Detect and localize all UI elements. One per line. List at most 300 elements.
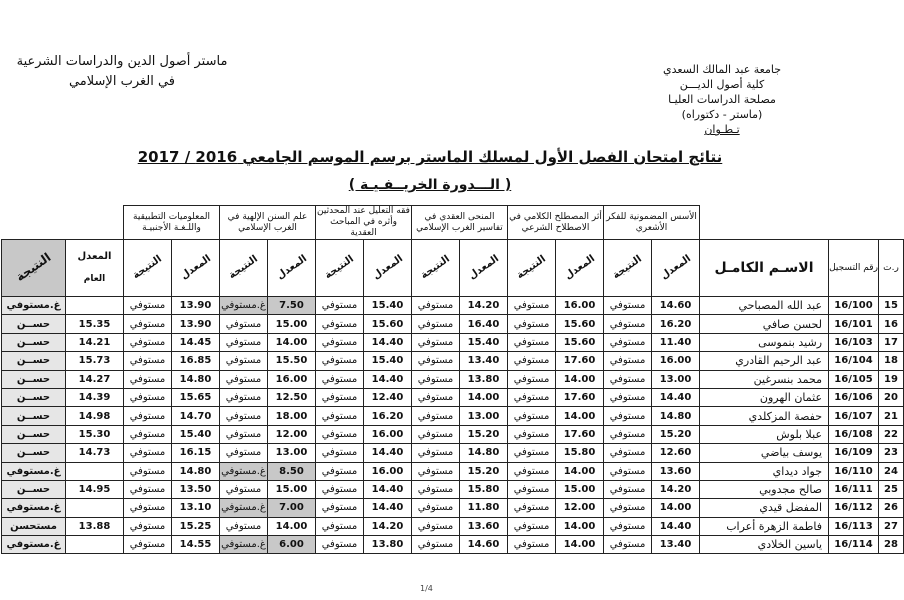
- module-result-cell: مستوفي: [412, 352, 460, 370]
- result-subheader-text: النتيجة: [418, 253, 453, 282]
- module-result-cell: مستوفي: [508, 352, 556, 370]
- module-result-cell: مستوفي: [124, 480, 172, 498]
- module-avg-cell: 16.00: [364, 462, 412, 480]
- module-result-cell: مستوفي: [316, 370, 364, 388]
- module-result-cell: مستوفي: [508, 462, 556, 480]
- module-avg-cell: 15.40: [364, 352, 412, 370]
- page-mark: 1/4: [420, 584, 433, 593]
- module-result-cell: مستوفي: [508, 480, 556, 498]
- module-result-cell: مستوفي: [124, 333, 172, 351]
- levels-label: (ماستر - دكتوراه): [681, 108, 763, 121]
- module-avg-cell: 15.40: [364, 297, 412, 315]
- module-avg-cell: 14.40: [364, 499, 412, 517]
- module-avg-cell: 14.00: [556, 407, 604, 425]
- module-result-cell: مستوفي: [124, 444, 172, 462]
- module-avg-cell: 14.20: [652, 480, 700, 498]
- program-line-2: في الغرب الإسلامي: [68, 74, 176, 89]
- result-subheader: [412, 240, 460, 297]
- reg-cell: 16/108: [829, 425, 879, 443]
- reg-cell: 16/109: [829, 444, 879, 462]
- name-cell: صالح مجدوبي: [700, 480, 829, 498]
- module-avg-cell: 12.60: [652, 444, 700, 462]
- result-subheader: [124, 240, 172, 297]
- avg-subheader: [268, 240, 316, 297]
- module-result-cell: مستوفي: [124, 517, 172, 535]
- module-result-cell: مستوفي: [220, 444, 268, 462]
- avg-subheader: [364, 240, 412, 297]
- module-result-cell: مستوفي: [316, 536, 364, 554]
- module-result-cell: غ.مستوفي: [220, 536, 268, 554]
- module-result-cell: مستوفي: [316, 462, 364, 480]
- module-avg-cell: 16.40: [460, 315, 508, 333]
- module-header-3: المنحى العقدي في تفاسير الغرب الإسلامي: [412, 206, 508, 240]
- final-result-cell: غ.مستوفي: [2, 536, 66, 554]
- module-avg-cell: 15.80: [556, 444, 604, 462]
- module-avg-cell: 14.00: [268, 333, 316, 351]
- overall-avg-cell: 14.98: [66, 407, 124, 425]
- reg-cell: 16/107: [829, 407, 879, 425]
- rank-cell: 24: [879, 462, 904, 480]
- overall-avg-header: [66, 240, 124, 297]
- rank-cell: 17: [879, 333, 904, 351]
- module-result-cell: مستوفي: [412, 462, 460, 480]
- final-result-cell: حســن: [2, 352, 66, 370]
- module-avg-cell: 13.60: [652, 462, 700, 480]
- overall-avg-cell: [66, 499, 124, 517]
- module-avg-cell: 14.55: [172, 536, 220, 554]
- rank-cell: 19: [879, 370, 904, 388]
- reg-cell: 16/110: [829, 462, 879, 480]
- module-avg-cell: 7.50: [268, 297, 316, 315]
- module-result-cell: مستوفي: [124, 297, 172, 315]
- name-cell: محمد بنسرغين: [700, 370, 829, 388]
- module-avg-cell: 15.25: [172, 517, 220, 535]
- result-subheader: [316, 240, 364, 297]
- module-avg-cell: 14.00: [556, 517, 604, 535]
- module-avg-cell: 16.00: [652, 352, 700, 370]
- module-result-cell: مستوفي: [124, 425, 172, 443]
- module-result-cell: مستوفي: [220, 370, 268, 388]
- module-result-cell: مستوفي: [508, 499, 556, 517]
- module-avg-cell: 12.50: [268, 388, 316, 406]
- module-header-2: أثر المصطلح الكلامي في الاصطلاح الشرعي: [508, 206, 604, 240]
- module-header-6: المعلوميات التطبيقية واللـغـة الأجنبيـة: [124, 206, 220, 240]
- university-name: جامعة عبد المالك السعدي: [662, 63, 782, 76]
- name-cell: لحسن صافي: [700, 315, 829, 333]
- final-result-cell: مستحسن: [2, 517, 66, 535]
- rank-header: ر.ت: [879, 240, 904, 297]
- module-avg-cell: 16.00: [268, 370, 316, 388]
- module-avg-cell: 15.50: [268, 352, 316, 370]
- module-result-cell: مستوفي: [220, 388, 268, 406]
- module-avg-cell: 14.70: [172, 407, 220, 425]
- final-result-cell: حســن: [2, 444, 66, 462]
- module-result-cell: مستوفي: [316, 333, 364, 351]
- reg-cell: 16/111: [829, 480, 879, 498]
- result-subheader-text: النتيجة: [226, 253, 261, 282]
- module-result-cell: مستوفي: [124, 462, 172, 480]
- avg-subheader-text: المعدل: [178, 253, 213, 282]
- module-result-cell: مستوفي: [316, 517, 364, 535]
- module-avg-cell: 17.60: [556, 388, 604, 406]
- module-avg-cell: 14.40: [364, 370, 412, 388]
- module-result-cell: مستوفي: [124, 370, 172, 388]
- module-avg-cell: 14.00: [652, 499, 700, 517]
- module-avg-cell: 15.00: [268, 315, 316, 333]
- module-avg-cell: 14.00: [556, 462, 604, 480]
- module-header-5: علم السنن الإلهية في الغرب الإسلامي: [220, 206, 316, 240]
- reg-cell: 16/114: [829, 536, 879, 554]
- results-body: [2, 297, 904, 554]
- module-avg-cell: 16.00: [556, 297, 604, 315]
- result-subheader-text: النتيجة: [610, 253, 645, 282]
- table-row: [2, 407, 904, 425]
- module-avg-cell: 15.40: [460, 333, 508, 351]
- name-cell: فاطمة الزهرة أعراب: [700, 517, 829, 535]
- overall-avg-line1: المعدل: [77, 251, 112, 262]
- module-avg-cell: 14.40: [364, 480, 412, 498]
- module-avg-cell: 14.00: [556, 536, 604, 554]
- module-result-cell: مستوفي: [316, 480, 364, 498]
- rank-cell: 28: [879, 536, 904, 554]
- module-result-cell: مستوفي: [124, 388, 172, 406]
- rank-cell: 22: [879, 425, 904, 443]
- table-row: [2, 536, 904, 554]
- reg-cell: 16/104: [829, 352, 879, 370]
- table-row: [2, 480, 904, 498]
- module-result-cell: مستوفي: [604, 370, 652, 388]
- module-result-cell: مستوفي: [412, 517, 460, 535]
- result-subheader-text: النتيجة: [130, 253, 165, 282]
- module-header-4: فقه التعليل عند المحدثين وأثره في المباحث العقدية: [317, 206, 410, 238]
- reg-cell: 16/112: [829, 499, 879, 517]
- module-result-cell: مستوفي: [604, 388, 652, 406]
- name-cell: المفضل قيدي: [700, 499, 829, 517]
- module-result-cell: مستوفي: [508, 315, 556, 333]
- module-result-cell: مستوفي: [316, 352, 364, 370]
- module-result-cell: مستوفي: [220, 315, 268, 333]
- overall-avg-line2: العام: [83, 274, 106, 284]
- name-cell: عبلا بلوش: [700, 425, 829, 443]
- module-result-cell: مستوفي: [604, 517, 652, 535]
- module-avg-cell: 13.10: [172, 499, 220, 517]
- final-result-cell: حســن: [2, 425, 66, 443]
- rank-cell: 21: [879, 407, 904, 425]
- table-row: [2, 499, 904, 517]
- module-result-cell: مستوفي: [124, 352, 172, 370]
- module-avg-cell: 12.00: [268, 425, 316, 443]
- module-result-cell: مستوفي: [316, 425, 364, 443]
- table-row: [2, 370, 904, 388]
- module-result-cell: مستوفي: [220, 333, 268, 351]
- reg-header: رقم التسجيل: [829, 240, 879, 297]
- module-avg-cell: 15.65: [172, 388, 220, 406]
- avg-subheader: [460, 240, 508, 297]
- module-avg-cell: 16.85: [172, 352, 220, 370]
- module-result-cell: مستوفي: [412, 425, 460, 443]
- module-result-cell: مستوفي: [220, 425, 268, 443]
- module-result-cell: مستوفي: [124, 407, 172, 425]
- module-avg-cell: 14.80: [172, 370, 220, 388]
- module-result-cell: مستوفي: [220, 517, 268, 535]
- module-result-cell: مستوفي: [316, 444, 364, 462]
- final-result-cell: حســن: [2, 333, 66, 351]
- program-header: [12, 52, 232, 92]
- final-result-cell: حســن: [2, 407, 66, 425]
- module-result-cell: مستوفي: [316, 388, 364, 406]
- module-avg-cell: 18.00: [268, 407, 316, 425]
- module-result-cell: مستوفي: [124, 499, 172, 517]
- module-avg-cell: 16.15: [172, 444, 220, 462]
- module-avg-cell: 14.45: [172, 333, 220, 351]
- module-avg-cell: 15.40: [172, 425, 220, 443]
- module-avg-cell: 15.60: [556, 315, 604, 333]
- module-result-cell: مستوفي: [604, 333, 652, 351]
- final-result-header: [2, 240, 66, 297]
- module-result-cell: مستوفي: [316, 499, 364, 517]
- module-avg-cell: 15.20: [652, 425, 700, 443]
- table-row: [2, 352, 904, 370]
- module-avg-cell: 15.00: [556, 480, 604, 498]
- module-result-cell: مستوفي: [604, 499, 652, 517]
- module-avg-cell: 15.20: [460, 425, 508, 443]
- rank-cell: 26: [879, 499, 904, 517]
- module-avg-cell: 14.00: [268, 517, 316, 535]
- reg-cell: 16/113: [829, 517, 879, 535]
- overall-avg-cell: 15.35: [66, 315, 124, 333]
- overall-avg-cell: 14.21: [66, 333, 124, 351]
- final-result-cell: غ.مستوفي: [2, 297, 66, 315]
- module-avg-cell: 14.80: [172, 462, 220, 480]
- module-result-cell: مستوفي: [604, 480, 652, 498]
- module-result-cell: مستوفي: [124, 536, 172, 554]
- module-avg-cell: 14.60: [652, 297, 700, 315]
- avg-subheader: [652, 240, 700, 297]
- module-result-cell: مستوفي: [412, 536, 460, 554]
- department-name: مصلحة الدراسات العليـا: [668, 93, 776, 106]
- faculty-name: كلية أصول الديـــن: [679, 78, 765, 91]
- result-subheader: [604, 240, 652, 297]
- module-avg-cell: 8.50: [268, 462, 316, 480]
- module-result-cell: مستوفي: [220, 407, 268, 425]
- table-row: [2, 517, 904, 535]
- module-result-cell: مستوفي: [508, 388, 556, 406]
- module-header-1: الأسس المضمونية للفكر الأشعري: [604, 206, 700, 240]
- overall-avg-cell: 14.73: [66, 444, 124, 462]
- module-avg-cell: 16.00: [364, 425, 412, 443]
- result-subheader: [220, 240, 268, 297]
- final-result-cell: غ.مستوفي: [2, 462, 66, 480]
- module-avg-cell: 13.40: [460, 352, 508, 370]
- module-result-cell: مستوفي: [508, 536, 556, 554]
- module-result-cell: مستوفي: [412, 297, 460, 315]
- page-title: نتائج امتحان الفصل الأول لمسلك الماستر برسم الموسم الجامعي 2016 / 2017: [137, 148, 723, 166]
- module-result-cell: مستوفي: [412, 315, 460, 333]
- overall-avg-cell: 15.73: [66, 352, 124, 370]
- overall-avg-cell: [66, 297, 124, 315]
- module-result-cell: مستوفي: [220, 352, 268, 370]
- module-avg-cell: 15.80: [460, 480, 508, 498]
- avg-subheader: [556, 240, 604, 297]
- name-cell: عبد الرحيم القادري: [700, 352, 829, 370]
- reg-cell: 16/105: [829, 370, 879, 388]
- result-subheader-text: النتيجة: [322, 253, 357, 282]
- avg-subheader-text: المعدل: [370, 253, 405, 282]
- module-result-cell: مستوفي: [412, 388, 460, 406]
- module-avg-cell: 6.00: [268, 536, 316, 554]
- table-row: [2, 444, 904, 462]
- rank-cell: 18: [879, 352, 904, 370]
- overall-avg-cell: 14.95: [66, 480, 124, 498]
- final-result-cell: حســن: [2, 388, 66, 406]
- module-avg-cell: 13.00: [460, 407, 508, 425]
- rank-cell: 16: [879, 315, 904, 333]
- overall-avg-cell: 14.39: [66, 388, 124, 406]
- module-avg-cell: 7.00: [268, 499, 316, 517]
- module-avg-cell: 17.60: [556, 352, 604, 370]
- module-avg-cell: 13.50: [172, 480, 220, 498]
- avg-subheader-text: المعدل: [562, 253, 597, 282]
- module-avg-cell: 14.20: [364, 517, 412, 535]
- city-label: تـطـوان: [704, 123, 740, 136]
- program-line-1: ماستر أصول الدين والدراسات الشرعية: [16, 54, 228, 69]
- module-result-cell: مستوفي: [508, 297, 556, 315]
- module-avg-cell: 13.80: [460, 370, 508, 388]
- module-avg-cell: 15.00: [268, 480, 316, 498]
- module-avg-cell: 11.80: [460, 499, 508, 517]
- name-cell: جواد ديداي: [700, 462, 829, 480]
- module-result-cell: مستوفي: [412, 333, 460, 351]
- module-result-cell: مستوفي: [604, 462, 652, 480]
- module-avg-cell: 14.60: [460, 536, 508, 554]
- module-avg-cell: 14.40: [364, 333, 412, 351]
- module-avg-cell: 15.60: [364, 315, 412, 333]
- rank-cell: 27: [879, 517, 904, 535]
- module-result-cell: مستوفي: [604, 407, 652, 425]
- rank-cell: 25: [879, 480, 904, 498]
- module-result-cell: مستوفي: [412, 499, 460, 517]
- module-result-cell: مستوفي: [604, 297, 652, 315]
- rank-cell: 20: [879, 388, 904, 406]
- module-avg-cell: 14.40: [364, 444, 412, 462]
- table-row: [2, 297, 904, 315]
- module-avg-cell: 13.60: [460, 517, 508, 535]
- avg-subheader-text: المعدل: [658, 253, 693, 282]
- module-result-cell: غ.مستوفي: [220, 297, 268, 315]
- avg-subheader-text: المعدل: [274, 253, 309, 282]
- module-result-cell: مستوفي: [412, 480, 460, 498]
- module-avg-cell: 16.20: [364, 407, 412, 425]
- module-result-cell: مستوفي: [604, 352, 652, 370]
- module-result-cell: مستوفي: [604, 425, 652, 443]
- module-result-cell: مستوفي: [604, 536, 652, 554]
- module-avg-cell: 14.00: [556, 370, 604, 388]
- table-row: [2, 462, 904, 480]
- name-cell: رشيد بنموسى: [700, 333, 829, 351]
- module-avg-cell: 15.20: [460, 462, 508, 480]
- module-result-cell: مستوفي: [412, 370, 460, 388]
- module-avg-cell: 14.00: [460, 388, 508, 406]
- table-row: [2, 388, 904, 406]
- module-avg-cell: 14.80: [460, 444, 508, 462]
- module-avg-cell: 14.40: [652, 388, 700, 406]
- module-avg-cell: 12.40: [364, 388, 412, 406]
- module-result-cell: مستوفي: [412, 444, 460, 462]
- module-avg-cell: 14.80: [652, 407, 700, 425]
- module-result-cell: مستوفي: [508, 407, 556, 425]
- module-avg-cell: 15.60: [556, 333, 604, 351]
- module-avg-cell: 14.40: [652, 517, 700, 535]
- module-avg-cell: 12.00: [556, 499, 604, 517]
- module-result-cell: مستوفي: [604, 315, 652, 333]
- reg-cell: 16/101: [829, 315, 879, 333]
- module-avg-cell: 13.00: [652, 370, 700, 388]
- results-table: [1, 205, 904, 554]
- module-result-cell: مستوفي: [508, 370, 556, 388]
- final-result-cell: حســن: [2, 370, 66, 388]
- final-result-cell: غ.مستوفي: [2, 499, 66, 517]
- module-avg-cell: 13.80: [364, 536, 412, 554]
- module-result-cell: غ.مستوفي: [220, 499, 268, 517]
- overall-avg-cell: 13.88: [66, 517, 124, 535]
- module-result-cell: مستوفي: [604, 444, 652, 462]
- table-row: [2, 333, 904, 351]
- rank-cell: 15: [879, 297, 904, 315]
- institution-header: [627, 62, 817, 137]
- module-avg-cell: 17.60: [556, 425, 604, 443]
- final-result-header-text: النتيجة: [13, 249, 54, 284]
- overall-avg-cell: [66, 462, 124, 480]
- module-avg-cell: 13.00: [268, 444, 316, 462]
- overall-avg-cell: 15.30: [66, 425, 124, 443]
- module-result-cell: مستوفي: [508, 517, 556, 535]
- final-result-cell: حســن: [2, 315, 66, 333]
- module-result-cell: مستوفي: [412, 407, 460, 425]
- result-subheader: [508, 240, 556, 297]
- overall-avg-cell: [66, 536, 124, 554]
- overall-avg-cell: 14.27: [66, 370, 124, 388]
- name-cell: حفصة المزكلدي: [700, 407, 829, 425]
- reg-cell: 16/100: [829, 297, 879, 315]
- module-result-cell: مستوفي: [508, 333, 556, 351]
- name-cell: ياسين الخلادي: [700, 536, 829, 554]
- name-cell: عثمان الهرون: [700, 388, 829, 406]
- module-result-cell: مستوفي: [316, 407, 364, 425]
- module-result-cell: مستوفي: [316, 315, 364, 333]
- name-header: الاسـم الكامـل: [700, 240, 829, 297]
- module-avg-cell: 16.20: [652, 315, 700, 333]
- module-result-cell: مستوفي: [508, 425, 556, 443]
- name-cell: يوسف بياضي: [700, 444, 829, 462]
- avg-subheader-text: المعدل: [466, 253, 501, 282]
- reg-cell: 16/103: [829, 333, 879, 351]
- module-result-cell: مستوفي: [508, 444, 556, 462]
- module-result-cell: مستوفي: [316, 297, 364, 315]
- module-avg-cell: 13.90: [172, 297, 220, 315]
- reg-cell: 16/106: [829, 388, 879, 406]
- module-result-cell: مستوفي: [124, 315, 172, 333]
- avg-subheader: [172, 240, 220, 297]
- result-subheader-text: النتيجة: [514, 253, 549, 282]
- module-result-cell: غ.مستوفي: [220, 462, 268, 480]
- module-result-cell: مستوفي: [220, 480, 268, 498]
- table-row: [2, 315, 904, 333]
- final-result-cell: حســن: [2, 480, 66, 498]
- module-avg-cell: 13.90: [172, 315, 220, 333]
- name-cell: عبد الله المصباحي: [700, 297, 829, 315]
- session-subtitle: ( الـــدورة الخريــفـيـة ): [348, 177, 512, 193]
- rank-cell: 23: [879, 444, 904, 462]
